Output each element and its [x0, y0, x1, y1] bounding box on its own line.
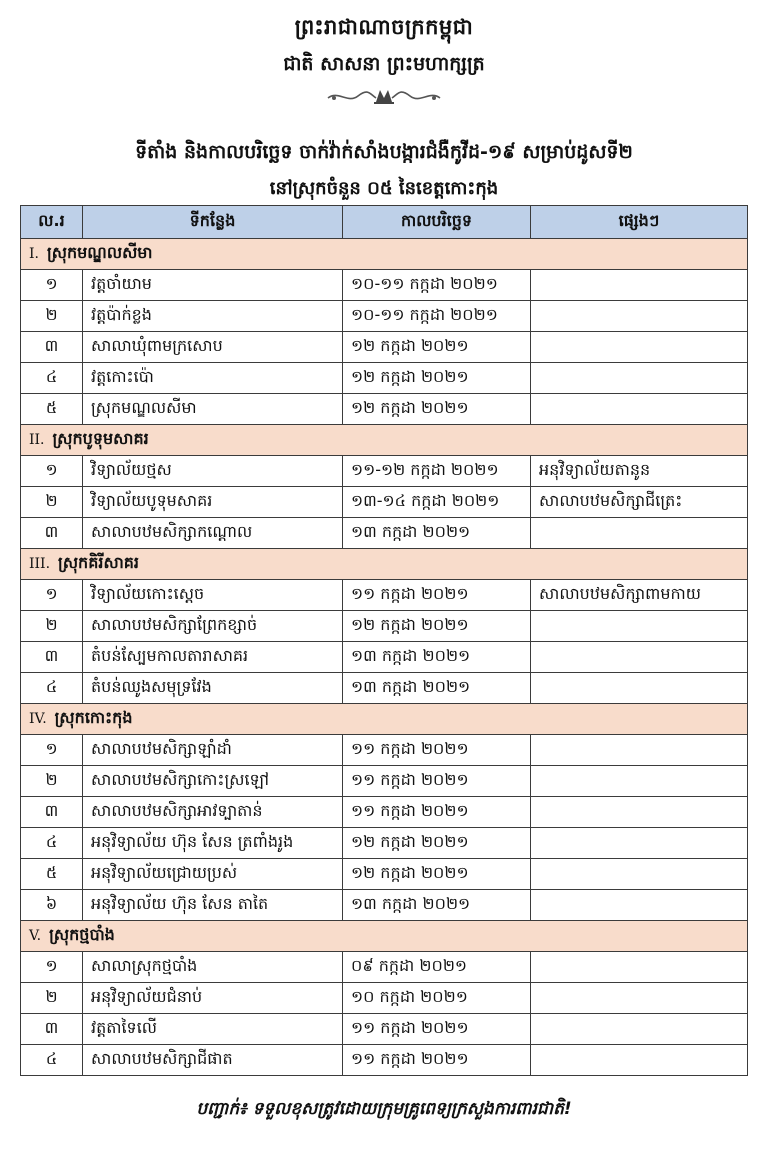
row-place: វត្តកោះប៉ោ — [83, 363, 343, 394]
district-heading — [21, 239, 748, 270]
row-other — [531, 611, 748, 642]
document-subtitle: នៅស្រុកចំនួន ០៥ នៃខេត្តកោះកុង — [269, 178, 499, 199]
row-number: ២ — [21, 766, 83, 797]
row-date: ១០-១១ កក្កដា ២០២១ — [343, 301, 531, 332]
row-number: ១ — [21, 735, 83, 766]
row-number: ៣ — [21, 332, 83, 363]
row-date: ១២ កក្កដា ២០២១ — [343, 611, 531, 642]
row-other: សាលាបឋមសិក្សាជីត្រេះ — [531, 487, 748, 518]
row-other — [531, 394, 748, 425]
column-header-number: ល.រ — [21, 206, 83, 239]
row-other — [531, 735, 748, 766]
row-other — [531, 797, 748, 828]
district-row — [21, 704, 748, 735]
column-header-date: កាលបរិច្ឆេទ — [343, 206, 531, 239]
district-numeral: I. — [29, 246, 39, 262]
row-other — [531, 642, 748, 673]
row-place: ស្រុកមណ្ឌលសីមា — [83, 394, 343, 425]
row-number: ៣ — [21, 797, 83, 828]
row-date: ១២ កក្កដា ២០២១ — [343, 363, 531, 394]
table-row — [21, 611, 748, 642]
row-number: ២ — [21, 611, 83, 642]
row-number: ៣ — [21, 1014, 83, 1045]
row-place: អនុវិទ្យាល័យជំនាប់ — [83, 983, 343, 1014]
row-place: វត្តចាំយាម — [83, 270, 343, 301]
district-row — [21, 921, 748, 952]
district-name: ស្រុកបូទុមសាគរ — [52, 429, 149, 448]
district-heading — [21, 921, 748, 952]
row-other — [531, 983, 748, 1014]
row-date: ១២ កក្កដា ២០២១ — [343, 859, 531, 890]
row-date: ១១ កក្កដា ២០២១ — [343, 766, 531, 797]
table-row — [21, 983, 748, 1014]
row-date: ១២ កក្កដា ២០២១ — [343, 394, 531, 425]
row-other — [531, 859, 748, 890]
column-header-place: ទីកន្លែង — [83, 206, 343, 239]
row-other — [531, 301, 748, 332]
table-row — [21, 952, 748, 983]
table-row — [21, 797, 748, 828]
table-row — [21, 580, 748, 611]
table-row — [21, 270, 748, 301]
row-number: ៤ — [21, 673, 83, 704]
row-place: វិទ្យាល័យថ្មស — [83, 456, 343, 487]
row-other — [531, 270, 748, 301]
row-other — [531, 673, 748, 704]
row-other — [531, 890, 748, 921]
row-place: សាលាបឋមសិក្សាអាវទ្បាតាន់ — [83, 797, 343, 828]
table-row — [21, 301, 748, 332]
row-number: ៥ — [21, 394, 83, 425]
district-heading — [21, 549, 748, 580]
table-row — [21, 673, 748, 704]
row-other — [531, 518, 748, 549]
row-date: ១១ កក្កដា ២០២១ — [343, 735, 531, 766]
table-row — [21, 456, 748, 487]
vaccination-schedule-table — [20, 205, 748, 1076]
footnote: បញ្ជាក់៖ ទទួលខុសត្រូវដោយក្រុមគ្រូពេទ្យក្រសួងការពារជាតិ! — [196, 1099, 572, 1119]
column-header-other: ផ្សេងៗ — [531, 206, 748, 239]
district-numeral: II. — [29, 432, 45, 448]
row-date: ១០-១១ កក្កដា ២០២១ — [343, 270, 531, 301]
row-place: វត្តតាទៃលើ — [83, 1014, 343, 1045]
row-place: សាលាឃុំពាមក្រសោប — [83, 332, 343, 363]
row-place: សាលាបឋមសិក្សាកោះស្រឡៅ — [83, 766, 343, 797]
row-number: ១ — [21, 952, 83, 983]
row-number: ១ — [21, 270, 83, 301]
row-date: ១៣-១៤ កក្កដា ២០២១ — [343, 487, 531, 518]
row-other — [531, 766, 748, 797]
row-place: សាលាបឋមសិក្សាជីផាត — [83, 1045, 343, 1076]
row-date: ១១ កក្កដា ២០២១ — [343, 797, 531, 828]
district-row — [21, 425, 748, 456]
table-row — [21, 332, 748, 363]
row-date: ១១-១២ កក្កដា ២០២១ — [343, 456, 531, 487]
document-title: ទីតាំង និងកាលបរិច្ឆេទ ចាក់វ៉ាក់សាំងបង្ការជំងឺកូវីដ-១៩ សម្រាប់ដូសទី២ — [135, 141, 633, 163]
table-body — [21, 239, 748, 1076]
district-heading — [21, 425, 748, 456]
table-row — [21, 518, 748, 549]
district-name: ស្រុកមណ្ឌលសីមា — [46, 243, 153, 262]
row-date: ១១ កក្កដា ២០២១ — [343, 1014, 531, 1045]
row-place: អនុវិទ្យាល័យ ហ៊ុន សែន តាតៃ — [83, 890, 343, 921]
row-date: ១១ កក្កដា ២០២១ — [343, 580, 531, 611]
row-number: ២ — [21, 487, 83, 518]
table-row — [21, 890, 748, 921]
row-number: ២ — [21, 301, 83, 332]
row-number: ៤ — [21, 1045, 83, 1076]
row-place: តំបន់ឈូងសមុទ្រវែង — [83, 673, 343, 704]
row-place: អនុវិទ្យាល័យជ្រោយប្រស់ — [83, 859, 343, 890]
table-row — [21, 642, 748, 673]
district-name: ស្រុកថ្មបាំង — [49, 925, 115, 944]
row-date: ១២ កក្កដា ២០២១ — [343, 828, 531, 859]
row-date: ១១ កក្កដា ២០២១ — [343, 1045, 531, 1076]
table-row — [21, 735, 748, 766]
district-heading — [21, 704, 748, 735]
row-other: សាលាបឋមសិក្សាពាមកាយ — [531, 580, 748, 611]
kingdom-heading: ព្រះរាជាណាចក្រកម្ពុជា — [294, 15, 474, 39]
district-name: ស្រុកកោះកុង — [54, 708, 133, 727]
row-number: ២ — [21, 983, 83, 1014]
row-place: សាលាបឋមសិក្សាកណ្តោល — [83, 518, 343, 549]
row-number: ៤ — [21, 828, 83, 859]
row-number: ៣ — [21, 518, 83, 549]
row-number: ៦ — [21, 890, 83, 921]
table-row — [21, 766, 748, 797]
table-row — [21, 394, 748, 425]
row-place: តំបន់ស្បែមកាលតារាសាគរ — [83, 642, 343, 673]
row-other — [531, 1014, 748, 1045]
row-place: សាលាបឋមសិក្សាឡាំដាំ — [83, 735, 343, 766]
table-row — [21, 487, 748, 518]
row-date: ១២ កក្កដា ២០២១ — [343, 332, 531, 363]
row-date: ១៣ កក្កដា ២០២១ — [343, 673, 531, 704]
district-name: ស្រុកគិរីសាគរ — [58, 553, 139, 572]
table-header-row — [21, 206, 748, 239]
row-other — [531, 828, 748, 859]
district-row — [21, 239, 748, 270]
district-numeral: III. — [29, 556, 51, 572]
row-date: ០៩ កក្កដា ២០២១ — [343, 952, 531, 983]
row-date: ១០ កក្កដា ២០២១ — [343, 983, 531, 1014]
row-other — [531, 952, 748, 983]
row-number: ៣ — [21, 642, 83, 673]
row-number: ៤ — [21, 363, 83, 394]
district-row — [21, 549, 748, 580]
table-row — [21, 363, 748, 394]
row-place: វិទ្យាល័យបូទុមសាគរ — [83, 487, 343, 518]
row-place: សាលាបឋមសិក្សាព្រែកខ្សាច់ — [83, 611, 343, 642]
row-number: ១ — [21, 580, 83, 611]
row-number: ១ — [21, 456, 83, 487]
table-row — [21, 828, 748, 859]
national-motto: ជាតិ សាសនា ព្រះមហាក្សត្រ — [283, 53, 485, 75]
row-date: ១៣ កក្កដា ២០២១ — [343, 890, 531, 921]
table-row — [21, 1045, 748, 1076]
row-other — [531, 363, 748, 394]
table-row — [21, 859, 748, 890]
row-place: អនុវិទ្យាល័យ ហ៊ុន សែន ត្រពាំងរូង — [83, 828, 343, 859]
district-numeral: V. — [29, 928, 42, 944]
row-date: ១៣ កក្កដា ២០២១ — [343, 642, 531, 673]
row-place: វិទ្យាល័យកោះស្តេច — [83, 580, 343, 611]
row-other: អនុវិទ្យាល័យតានូន — [531, 456, 748, 487]
row-date: ១៣ កក្កដា ២០២១ — [343, 518, 531, 549]
table-row — [21, 1014, 748, 1045]
row-place: វត្តប៉ាក់ខ្លង — [83, 301, 343, 332]
row-number: ៥ — [21, 859, 83, 890]
row-other — [531, 1045, 748, 1076]
ornament-divider-icon — [324, 86, 444, 108]
row-place: សាលាស្រុកថ្មបាំង — [83, 952, 343, 983]
district-numeral: IV. — [29, 711, 47, 727]
row-other — [531, 332, 748, 363]
